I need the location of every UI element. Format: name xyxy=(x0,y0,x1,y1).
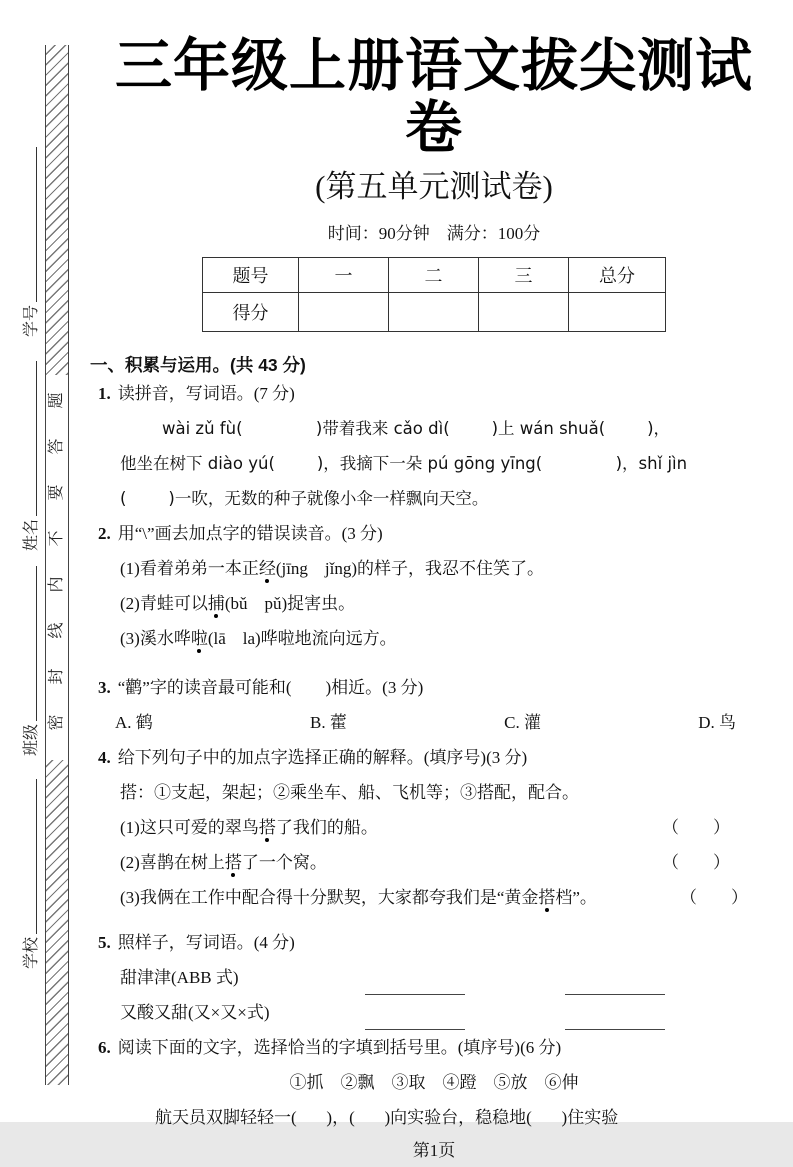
example-word: 甜津津(ABB 式) xyxy=(120,968,239,987)
section-heading: 一、积累与运用。(共 43 分) xyxy=(90,355,306,375)
option-c: C. 灌 xyxy=(504,713,541,732)
sentence: (1)这只可爱的翠鸟搭了我们的船。 xyxy=(120,810,378,845)
answer-blank: （ ） xyxy=(680,888,748,907)
score-table-header-cell: 总分 xyxy=(569,258,666,293)
dotted-char: 经 xyxy=(259,554,276,579)
question-5-number: 5. xyxy=(98,933,111,952)
field-class-label: 班级 xyxy=(23,723,40,756)
dotted-char: 啦 xyxy=(191,624,208,649)
score-table-header-cell: 一 xyxy=(299,258,389,293)
question-4-item xyxy=(90,845,778,880)
field-class xyxy=(15,566,41,756)
question-5-row xyxy=(90,995,778,1030)
field-student-id-label: 学号 xyxy=(23,304,40,337)
exam-info: 时间：90分钟 满分：100分 xyxy=(327,224,541,243)
question-3-number: 3. xyxy=(98,678,111,697)
question-6-stem: 6. 阅读下面的文字，选择恰当的字填到括号里。(填序号)(6 分) xyxy=(98,1038,562,1057)
question-6 xyxy=(90,1030,778,1135)
question-1-line: 他坐在树下 diào yú( )，我摘下一朵 pú gōng yīng( )，shǐ jìn xyxy=(120,454,688,473)
answer-blank: （ ） xyxy=(662,853,730,872)
page-subtitle: (第五单元测试卷) xyxy=(315,169,553,204)
question-1-line: ( )一吹，无数的种子就像小伞一样飘向天空。 xyxy=(120,489,489,508)
question-6-options: ①抓 ②飘 ③取 ④蹬 ⑤放 ⑥伸 xyxy=(289,1073,579,1092)
sentence: (2)喜鹊在树上搭了一个窝。 xyxy=(120,845,327,880)
answer-blank-line xyxy=(565,966,665,995)
question-4-stem: 4. 给下列句子中的加点字选择正确的解释。(填序号)(3 分) xyxy=(98,748,528,767)
field-name-blank xyxy=(36,361,37,516)
score-table-header-cell: 题号 xyxy=(203,258,299,293)
question-4-definitions: 搭：①支起，架起；②乘坐车、船、飞机等；③搭配，配合。 xyxy=(120,783,579,802)
score-row-label: 得分 xyxy=(203,293,299,332)
question-3-stem: 3. “鹳”字的读音最可能和( )相近。(3 分) xyxy=(98,678,424,697)
question-1-stem: 1. 读拼音，写词语。(7 分) xyxy=(98,384,295,403)
seal-text: 密封线内不要答题 xyxy=(48,361,65,730)
seal-text-box xyxy=(46,361,68,760)
score-table-header-cell: 三 xyxy=(479,258,569,293)
answer-blank-line xyxy=(365,966,465,995)
question-5-row xyxy=(90,960,778,995)
score-table-header-row xyxy=(203,258,666,293)
question-2-item: (1)看着弟弟一本正经(jīng jǐng)的样子，我忍不住笑了。 xyxy=(90,551,778,586)
question-4-item xyxy=(90,810,778,845)
field-class-blank xyxy=(36,566,37,721)
field-school-blank xyxy=(36,779,37,934)
score-table xyxy=(202,257,666,332)
score-cell-empty xyxy=(479,293,569,332)
field-student-id-blank xyxy=(36,147,37,302)
question-2-item: (3)溪水哗啦(lā la)哗啦地流向远方。 xyxy=(90,621,778,656)
option-b: B. 藿 xyxy=(310,713,347,732)
field-student-id xyxy=(15,147,41,337)
question-5 xyxy=(90,925,778,1030)
dotted-char: 搭 xyxy=(225,848,242,873)
question-3 xyxy=(90,670,778,740)
question-2 xyxy=(90,516,778,656)
answer-blank-line xyxy=(565,1001,665,1030)
question-6-number: 6. xyxy=(98,1038,111,1057)
field-name xyxy=(15,361,41,551)
question-4 xyxy=(90,740,778,915)
question-4-number: 4. xyxy=(98,748,111,767)
answer-blank: （ ） xyxy=(662,818,730,837)
option-d: D. 鸟 xyxy=(698,713,736,732)
field-name-label: 姓名 xyxy=(23,518,40,551)
page-number: 第1页 xyxy=(412,1141,456,1160)
question-1 xyxy=(90,376,778,516)
dotted-char: 捕 xyxy=(208,589,225,614)
question-2-stem: 2. 用“\”画去加点字的错误读音。(3 分) xyxy=(98,524,383,543)
field-school xyxy=(15,779,41,969)
dotted-char: 搭 xyxy=(259,813,276,838)
question-1-number: 1. xyxy=(98,384,111,403)
question-3-options xyxy=(90,705,778,740)
question-2-number: 2. xyxy=(98,524,111,543)
score-table-header-cell: 二 xyxy=(389,258,479,293)
main-content xyxy=(90,35,778,1167)
score-cell-empty xyxy=(299,293,389,332)
question-1-line: wài zǔ fù( )带着我来 cǎo dì( )上 wán shuǎ( )， xyxy=(162,419,671,438)
option-a: A. 鹤 xyxy=(115,713,153,732)
score-cell-empty xyxy=(569,293,666,332)
page-title: 三年级上册语文拔尖测试卷 xyxy=(115,34,753,160)
question-4-item xyxy=(90,880,778,915)
answer-blank-line xyxy=(365,1001,465,1030)
question-6-sentence: 航天员双脚轻轻一( )，( )向实验台，稳稳地( )住实验 xyxy=(155,1108,619,1127)
question-5-stem: 5. 照样子，写词语。(4 分) xyxy=(98,933,295,952)
field-school-label: 学校 xyxy=(23,936,40,969)
seal-band xyxy=(45,45,69,1085)
score-cell-empty xyxy=(389,293,479,332)
sentence: (3)我俩在工作中配合得十分默契，大家都夸我们是“黄金搭档”。 xyxy=(120,880,597,915)
dotted-char: 搭 xyxy=(538,883,555,908)
question-2-item: (2)青蛙可以捕(bǔ pǔ)捉害虫。 xyxy=(90,586,778,621)
example-word: 又酸又甜(又×又×式) xyxy=(120,1003,270,1022)
score-table-score-row xyxy=(203,293,666,332)
